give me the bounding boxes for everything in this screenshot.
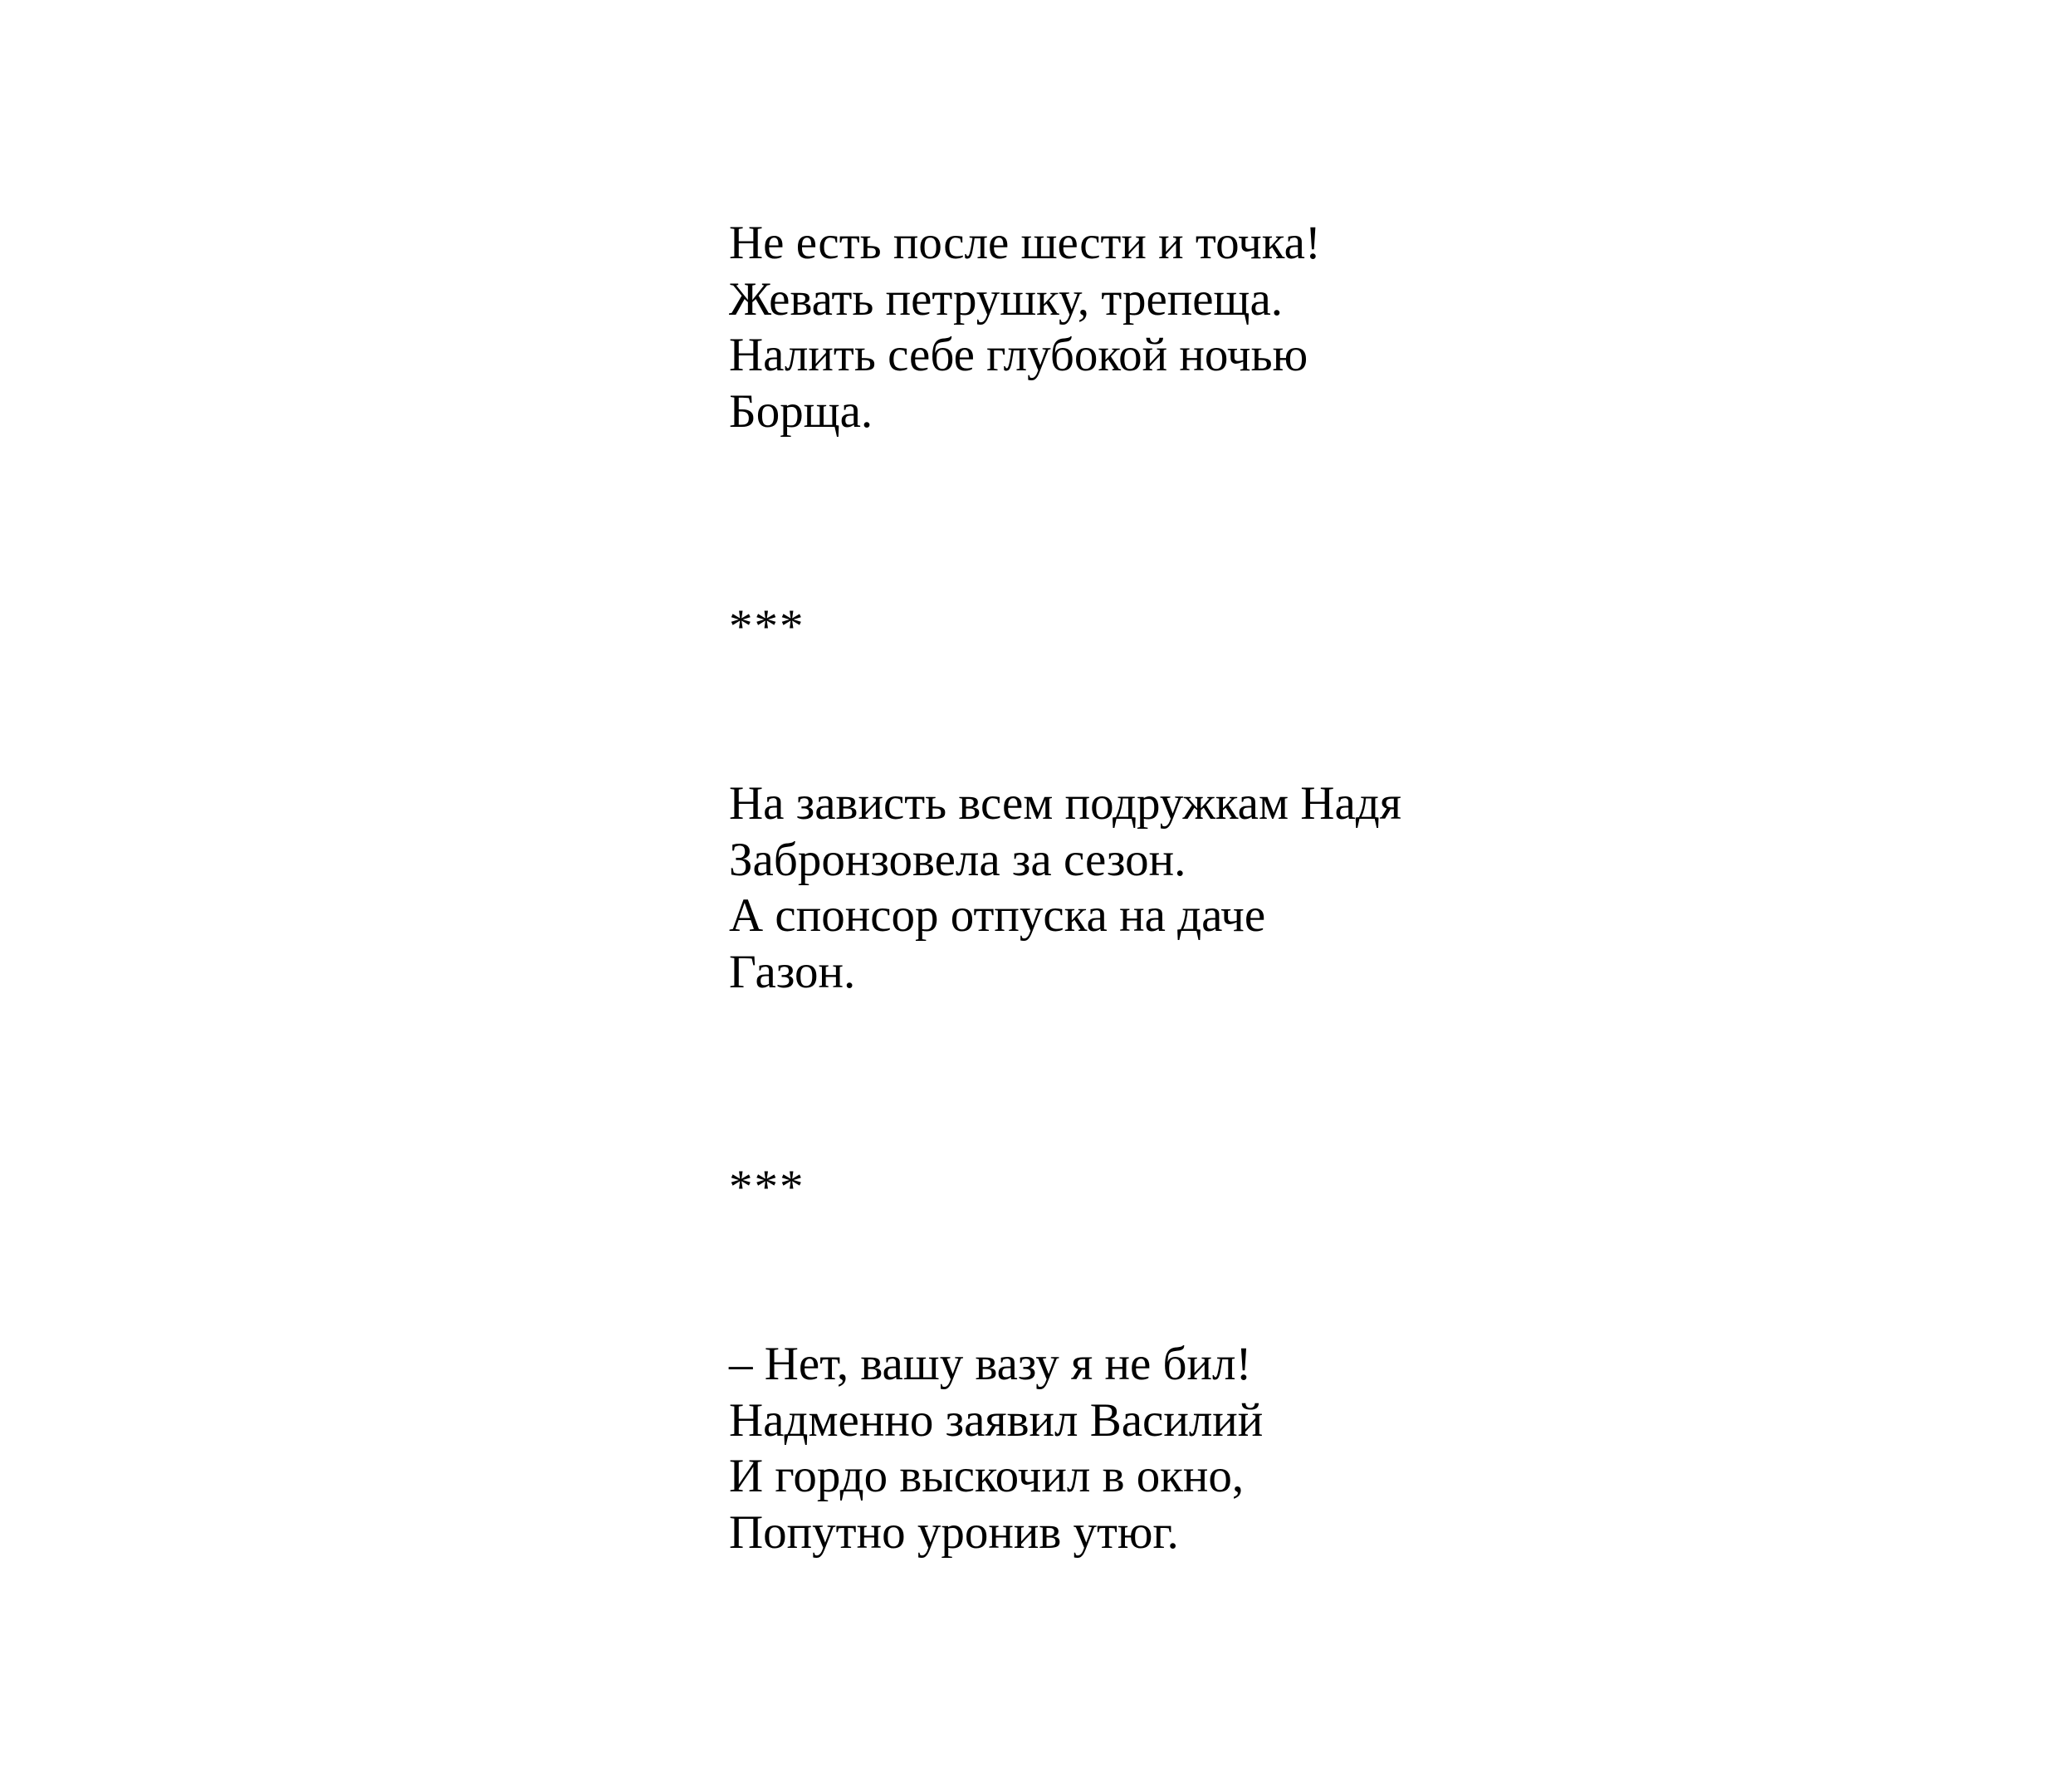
- stanza-2-line-2: Забронзовела за сезон.: [729, 833, 1186, 886]
- stanza-2-line-1: На зависть всем подружкам Надя: [729, 777, 1401, 830]
- stanza-1-line-2: Жевать петрушку, трепеща.: [729, 272, 1283, 326]
- stanza-1: [729, 215, 1321, 439]
- stanza-1-line-3: Налить себе глубокой ночью: [729, 329, 1308, 381]
- stanza-2-line-4: Газон.: [729, 945, 856, 998]
- stanza-2: [729, 776, 1401, 1000]
- stanza-separator-1: ***: [729, 600, 805, 653]
- stanza-3-line-4: Попутно уронив утюг.: [729, 1506, 1179, 1559]
- stanza-separator-2: ***: [729, 1161, 805, 1213]
- stanza-3: [729, 1336, 1263, 1560]
- stanza-3-line-1: – Нет, вашу вазу я не бил!: [729, 1338, 1252, 1390]
- stanza-3-line-2: Надменно заявил Василий: [729, 1393, 1264, 1447]
- stanza-2-line-3: А спонсор отпуска на даче: [729, 889, 1266, 942]
- stanza-1-line-4: Борща.: [729, 384, 873, 438]
- stanza-1-line-1: Не есть после шести и точка!: [729, 217, 1321, 269]
- stanza-3-line-3: И гордо выскочил в окно,: [729, 1450, 1245, 1502]
